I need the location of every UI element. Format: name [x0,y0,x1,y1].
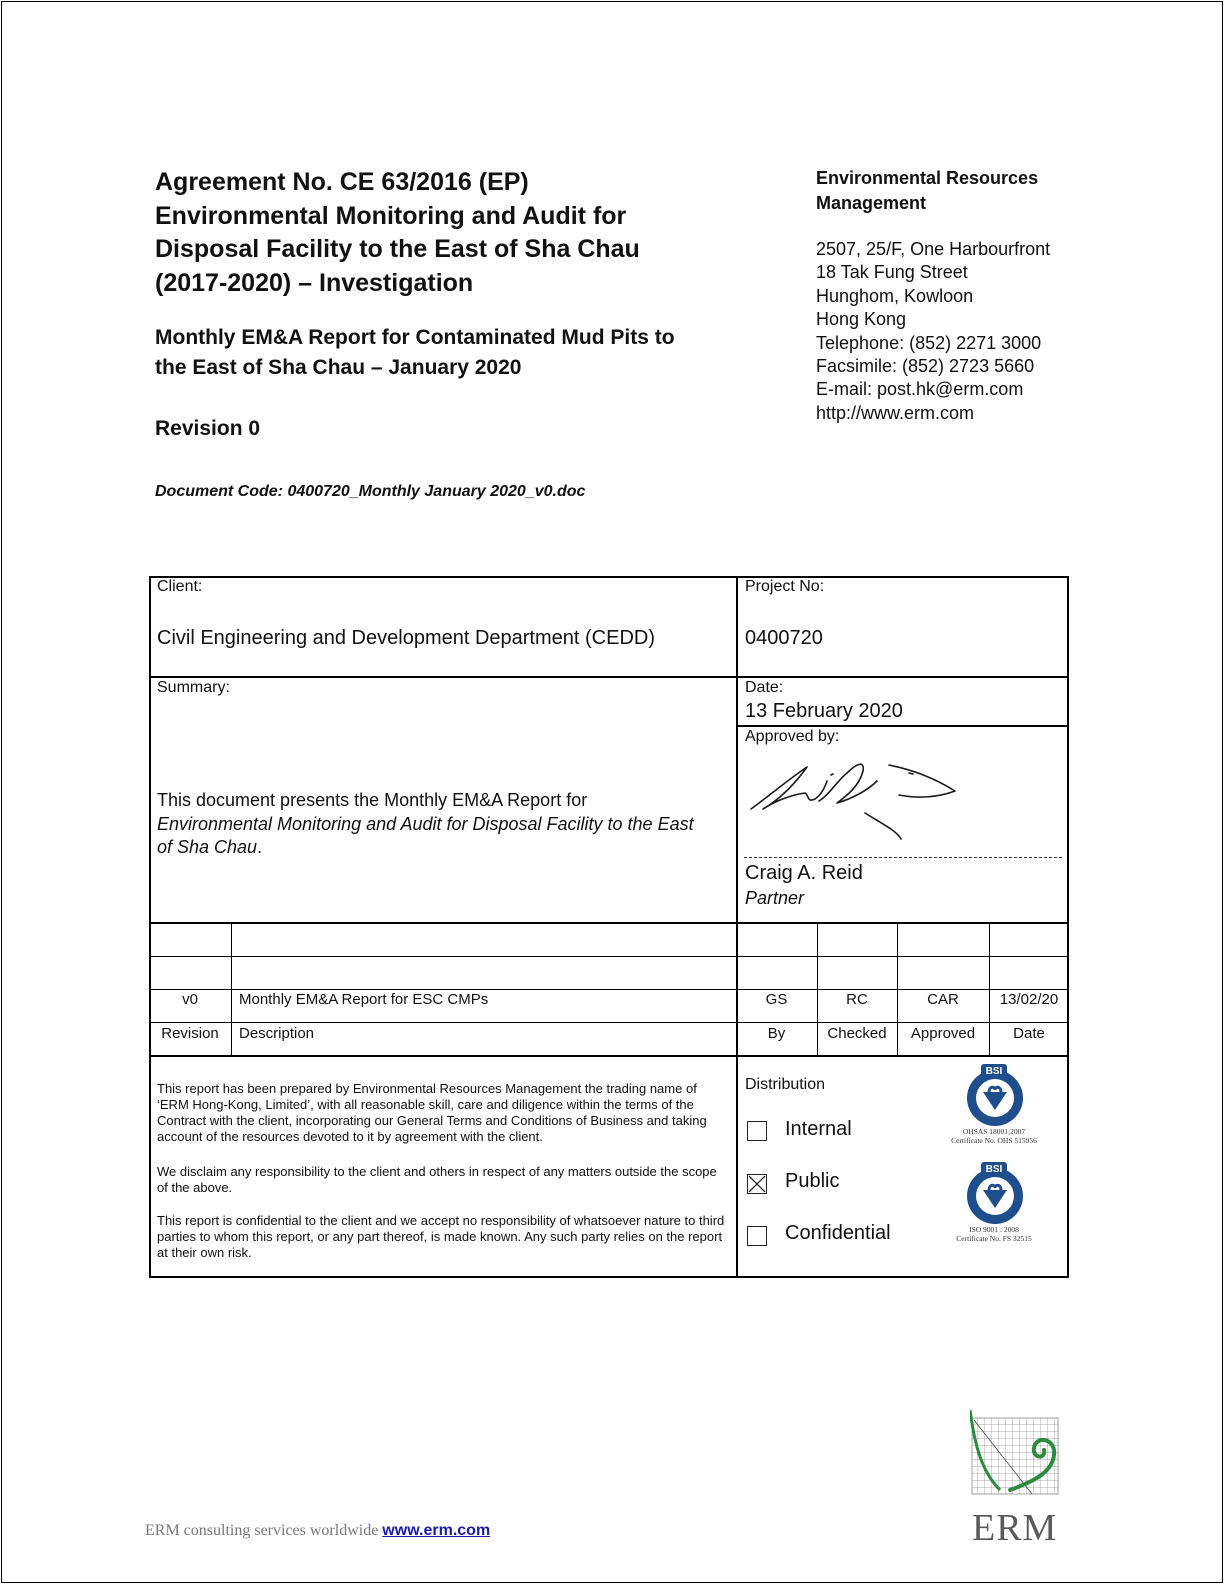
table-border [149,576,151,1278]
row-divider [736,725,1069,727]
disclaimer-paragraph: We disclaim any responsibility to the client and others in respect of any matters outside the scope of the above. [157,1164,717,1195]
address-line: Hong Kong [816,309,907,330]
subtitle-line: the East of Sha Chau – January 2020 [155,356,522,379]
email: E-mail: post.hk@erm.com [816,379,1024,400]
approver-name: Craig A. Reid [745,862,863,884]
distribution-label: Distribution [745,1076,826,1093]
table-border [149,576,1069,578]
summary-period: . [257,837,263,857]
signature-line [744,857,1062,858]
column-divider [736,576,738,1278]
checked-header: Checked [827,1025,887,1042]
summary-text [157,789,732,860]
table-border [149,1276,1069,1278]
signature-image [749,751,969,846]
address-line: Hunghom, Kowloon [816,285,974,306]
summary-label: Summary: [157,679,230,696]
title-line: Environmental Monitoring and Audit for [155,201,627,230]
bsi-kitemark-icon [939,1160,1049,1226]
report-subtitle [155,323,755,383]
bsi-certification-badge [939,1160,1049,1250]
footer-tagline [145,1522,490,1540]
org-name-line: Environmental Resources [816,168,1039,188]
footer-text: ERM consulting services worldwide [145,1522,383,1539]
telephone: Telephone: (852) 2271 3000 [816,332,1042,353]
revision-header: Revision [161,1025,219,1042]
bsi-kitemark-icon [939,1062,1049,1128]
project-number-label: Project No: [745,578,825,595]
organization-name [816,166,1196,216]
client-label: Client: [157,578,203,595]
title-line: (2017-2020) – Investigation [155,268,474,297]
summary-line: Environmental Monitoring and Audit for Disposal Facility to the East [157,813,694,834]
subtitle-line: Monthly EM&A Report for Contaminated Mud Pits to [155,326,675,349]
approver-title: Partner [745,888,805,908]
certification-standard: ISO 9001 : 2008 [969,1225,1019,1234]
description-header: Description [239,1025,315,1042]
disclaimer-paragraph: This report is confidential to the client and we accept no responsibility of whatsoever nature to third parties to whom this report, or any part thereof, is made known. Any such party relies on the report at their own risk. [157,1213,725,1260]
website: http://www.erm.com [816,402,975,423]
public-checkbox[interactable] [747,1174,767,1194]
internal-label: Internal [785,1118,852,1140]
checked-cell: RC [846,991,868,1008]
date-cell: 13/02/20 [999,991,1059,1008]
summary-line: This document presents the Monthly EM&A Report for [157,790,588,810]
revision-cell: v0 [182,991,198,1008]
bsi-certification-badge [939,1062,1049,1152]
footer-link[interactable]: www.erm.com [382,1522,491,1539]
approved-header: Approved [910,1025,976,1042]
row-divider [149,676,1069,678]
approved-by-label: Approved by: [745,728,840,745]
title-line: Agreement No. CE 63/2016 (EP) [155,168,529,196]
summary-italic: of Sha Chau [157,837,258,857]
document-title [155,166,755,300]
certification-number: Certificate No. OHS 515956 [951,1136,1037,1145]
by-header: By [767,1025,786,1042]
summary-line [157,836,732,860]
table-border [1067,576,1069,1278]
title-line: Disposal Facility to the East of Sha Chau [155,235,640,263]
internal-checkbox[interactable] [747,1121,767,1141]
document-info-table [149,576,1069,1278]
description-cell: Monthly EM&A Report for ESC CMPs [239,991,489,1008]
column-divider [231,922,232,1055]
org-name-line: Management [816,193,927,213]
row-divider [149,956,1069,957]
certification-text [939,1225,1049,1243]
date-header: Date [1013,1025,1045,1042]
client-name: Civil Engineering and Development Department (CEDD) [157,627,655,649]
project-number: 0400720 [745,627,823,649]
approved-cell: CAR [927,991,959,1008]
erm-logo-text: ERM [972,1507,1058,1549]
row-divider [149,1055,1069,1057]
address-line: 2507, 25/F, One Harbourfront [816,239,1051,259]
facsimile: Facsimile: (852) 2723 5660 [816,356,1035,377]
bsi-badge-text: BSI [985,1164,1003,1175]
by-cell: GS [765,991,788,1008]
address-line: 18 Tak Fung Street [816,262,968,283]
row-divider [149,989,1069,990]
date-value: 13 February 2020 [745,700,903,722]
date-label: Date: [745,679,784,696]
disclaimer-paragraph: This report has been prepared by Environmental Resources Management the trading name of ‘ERM Hong-Kong, Limited’, with all reasonable skill, care and diligence within the terms of the Contract with the client, incorporating our General Terms and Conditions of Business and taking account of the resources devoted to it by agreement with the client. [157,1081,707,1144]
certification-standard: OHSAS 18001:2007 [962,1127,1026,1136]
confidential-label: Confidential [785,1222,891,1244]
document-code: Document Code: 0400720_Monthly January 2020_v0.doc [155,483,586,500]
public-label: Public [785,1170,840,1192]
revision-heading: Revision 0 [155,417,261,440]
certification-number: Certificate No. FS 32515 [956,1234,1032,1243]
row-divider [149,1022,1069,1023]
confidential-checkbox[interactable] [747,1226,767,1246]
bsi-badge-text: BSI [985,1066,1003,1077]
checkbox-cross-icon [748,1175,766,1193]
organization-address [816,238,1050,425]
certification-text [939,1127,1049,1145]
row-divider [149,922,1069,924]
